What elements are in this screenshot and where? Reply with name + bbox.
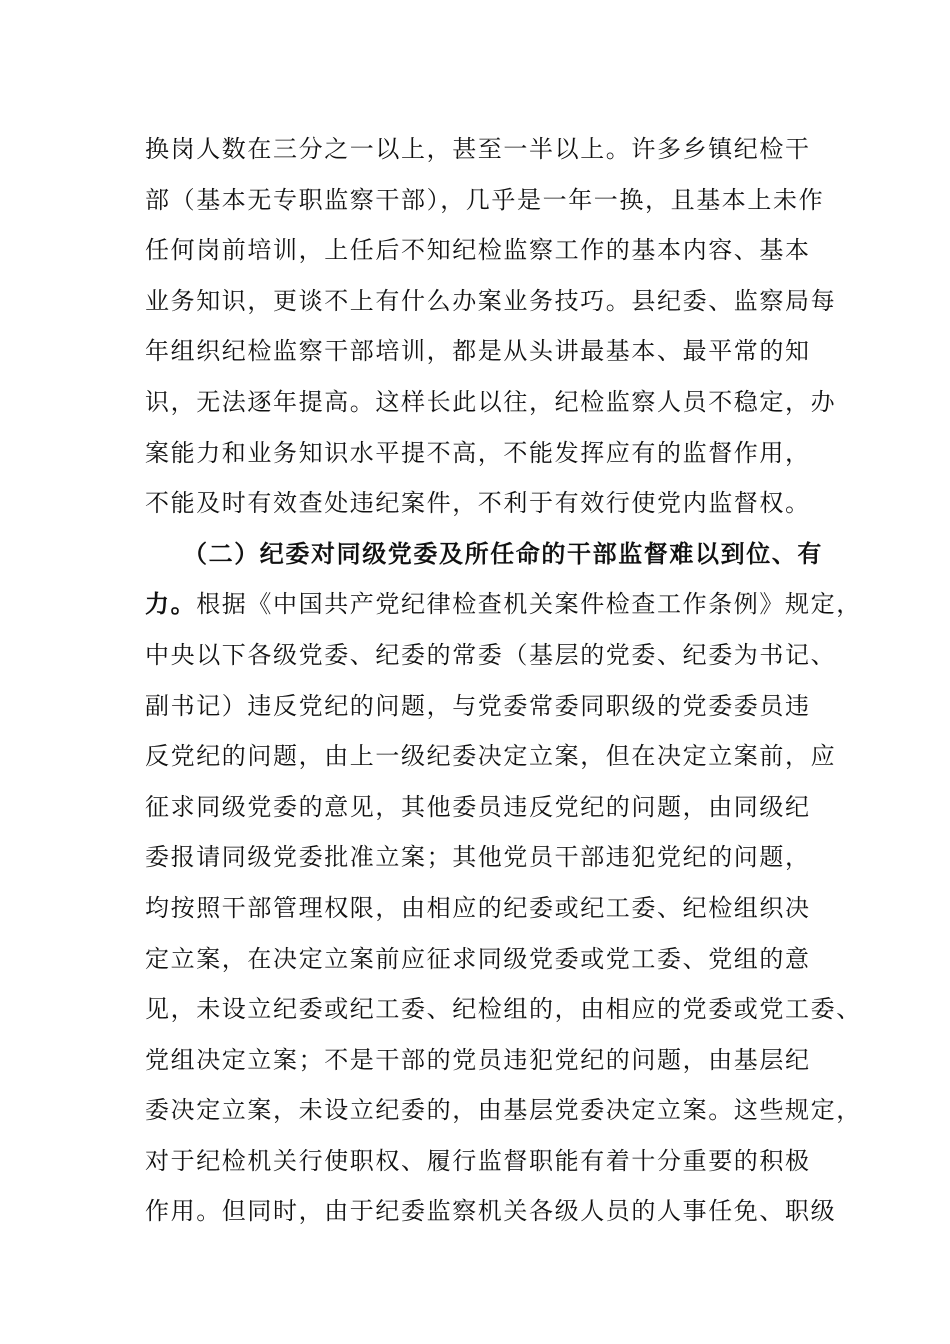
text-line: 部（基本无专职监察干部），几乎是一年一换，且基本上未作	[145, 185, 825, 214]
text-line: 见，未设立纪委或纪工委、纪检组的，由相应的党委或党工委、	[145, 995, 862, 1024]
text-line: 对于纪检机关行使职权、履行监督职能有着十分重要的积极	[145, 1146, 811, 1175]
text-line: 定立案，在决定立案前应征求同级党委或党工委、党组的意	[145, 944, 811, 973]
text-line: 均按照干部管理权限，由相应的纪委或纪工委、纪检组织决	[145, 893, 811, 922]
text-line: 识，无法逐年提高。这样长此以往，纪检监察人员不稳定，办	[145, 387, 837, 416]
text-line: 委报请同级党委批准立案；其他党员干部违犯党纪的问题，	[145, 843, 811, 872]
text-line	[145, 579, 862, 630]
text-line: 业务知识，更谈不上有什么办案业务技巧。县纪委、监察局每	[145, 286, 837, 315]
text-line: 征求同级党委的意见，其他委员违反党纪的问题，由同级纪	[145, 792, 811, 821]
text-line: 反党纪的问题，由上一级纪委决定立案，但在决定立案前，应	[145, 742, 837, 771]
text-line: 党组决定立案；不是干部的党员违犯党纪的问题，由基层纪	[145, 1045, 811, 1074]
body-text	[145, 124, 862, 1237]
text-line: 副书记）违反党纪的问题，与党委常委同职级的党委委员违	[145, 691, 811, 720]
text-line: 委决定立案，未设立纪委的，由基层党委决定立案。这些规定，	[145, 1096, 862, 1125]
text-line: 换岗人数在三分之一以上，甚至一半以上。许多乡镇纪检干	[145, 135, 811, 163]
text-line: 任何岗前培训，上任后不知纪检监察工作的基本内容、基本	[145, 236, 811, 265]
text-line: 中央以下各级党委、纪委的常委（基层的党委、纪委为书记、	[145, 640, 837, 669]
section-heading: （二）纪委对同级党委及所任命的干部监督难以到位、有	[183, 538, 823, 568]
text-line: 案能力和业务知识水平提不高，不能发挥应有的监督作用，	[145, 438, 811, 467]
text-line: 年组织纪检监察干部培训，都是从头讲最基本、最平常的知	[145, 337, 811, 366]
text-line: 作用。但同时，由于纪委监察机关各级人员的人事任免、职级	[145, 1197, 837, 1226]
section-heading-end: 力。	[145, 589, 197, 619]
text-line-rest: 根据《中国共产党纪律检查机关案件检查工作条例》规定，	[196, 590, 862, 619]
text-line: 不能及时有效查处违纪案件，不利于有效行使党内监督权。	[145, 489, 811, 518]
